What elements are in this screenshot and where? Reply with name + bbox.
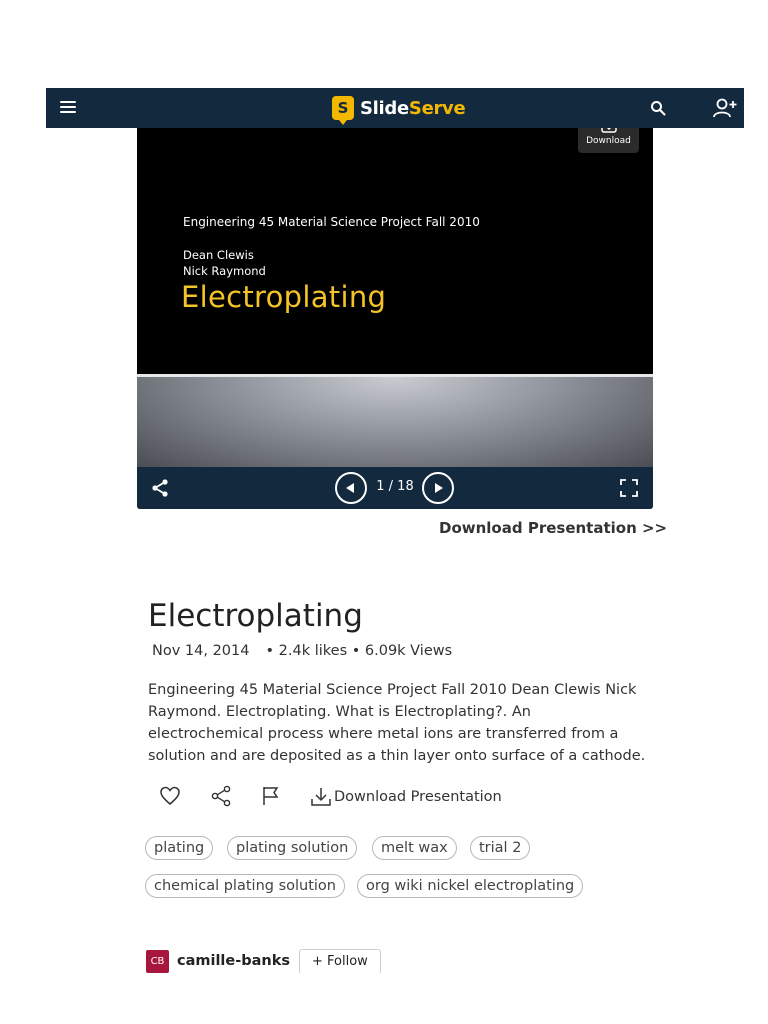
menu-icon[interactable] <box>60 101 76 115</box>
slide-viewer[interactable] <box>137 128 653 509</box>
download-presentation-label: Download Presentation <box>334 789 502 805</box>
follow-button[interactable]: + Follow <box>299 949 381 973</box>
slide-author-1: Dean Clewis <box>183 248 254 262</box>
slideserve-logo[interactable] <box>332 93 465 123</box>
page-title: Electroplating <box>148 598 363 634</box>
slide-image <box>137 128 653 374</box>
user-add-icon[interactable] <box>712 97 738 119</box>
presentation-stats: • 2.4k likes • 6.09k Views <box>265 643 453 659</box>
logo-badge: S <box>332 96 354 120</box>
fullscreen-icon[interactable] <box>619 478 639 498</box>
slide-gradient-band <box>137 377 653 467</box>
share-icon[interactable] <box>209 784 233 808</box>
download-presentation-link[interactable]: Download Presentation >> <box>439 519 668 537</box>
avatar[interactable]: CB <box>146 950 169 973</box>
next-slide-button[interactable] <box>422 472 454 504</box>
download-icon <box>310 786 332 808</box>
tag-trial-2[interactable]: trial 2 <box>470 836 530 860</box>
logo-text <box>360 98 465 119</box>
download-icon <box>599 128 619 134</box>
heart-icon[interactable] <box>158 784 182 808</box>
tag-plating[interactable]: plating <box>145 836 213 860</box>
author-row <box>146 948 381 974</box>
slide-title: Electroplating <box>181 280 387 314</box>
publish-date: Nov 14, 2014 <box>152 643 250 659</box>
share-icon[interactable] <box>150 478 170 498</box>
slide-download-button[interactable] <box>578 128 639 153</box>
slide-author-2: Nick Raymond <box>183 264 266 278</box>
viewer-controls <box>137 467 653 509</box>
slide-download-label: Download <box>586 136 631 146</box>
author-name[interactable]: camille-banks <box>177 953 291 969</box>
flag-icon[interactable] <box>259 784 283 808</box>
logo-text-primary: Slide <box>360 97 409 119</box>
search-icon[interactable] <box>650 100 666 116</box>
page-counter: 1 / 18 <box>376 479 414 494</box>
prev-slide-button[interactable] <box>335 472 367 504</box>
slide-course-text: Engineering 45 Material Science Project Fall 2010 <box>183 215 480 229</box>
top-navbar <box>46 88 744 128</box>
presentation-description: Engineering 45 Material Science Project Fall 2010 Dean Clewis Nick Raymond. Electroplating. What is Electroplating?. An electrochemical process where metal ions are transferred from a solution and are deposited as a thin layer onto surface of a cathode. <box>148 682 646 764</box>
tag-melt-wax[interactable]: melt wax <box>372 836 457 860</box>
download-presentation-button[interactable] <box>310 786 502 808</box>
logo-text-accent: Serve <box>408 97 466 119</box>
tag-plating-solution[interactable]: plating solution <box>227 836 357 860</box>
tag-org-wiki-nickel-electroplating[interactable]: org wiki nickel electroplating <box>357 874 583 898</box>
presentation-meta <box>152 643 452 659</box>
tag-chemical-plating-solution[interactable]: chemical plating solution <box>145 874 345 898</box>
